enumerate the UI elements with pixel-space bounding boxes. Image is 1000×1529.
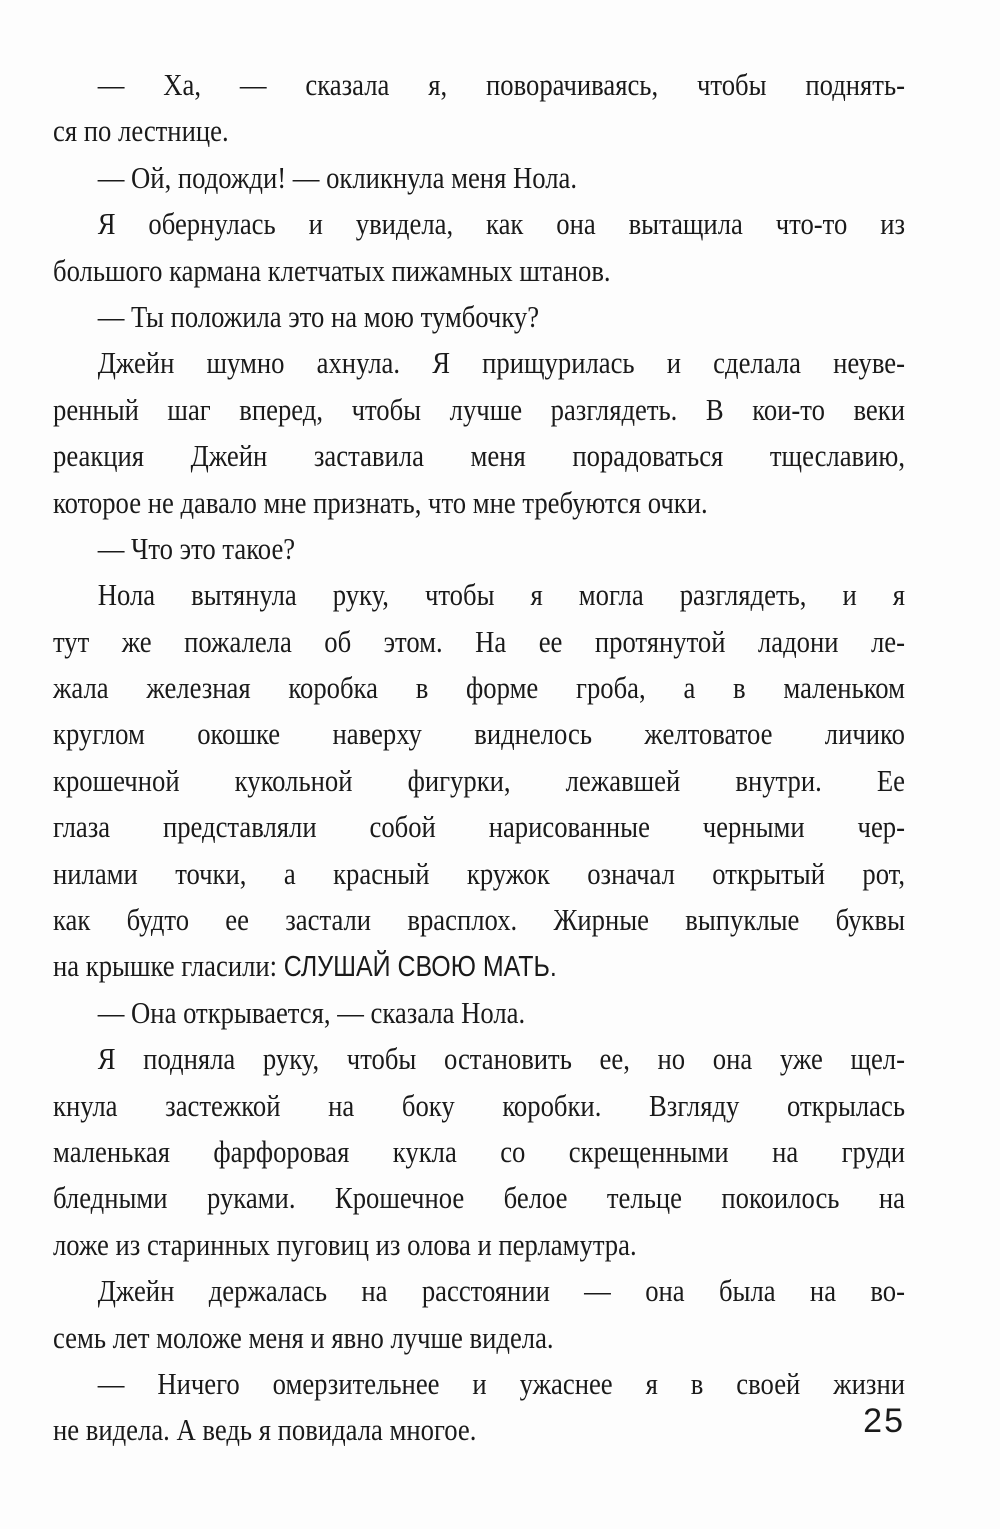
text-line: круглом окошке наверху виднелось желтоватое личико xyxy=(53,716,905,752)
page-text xyxy=(53,62,905,1454)
text-line: нилами точки, а красный кружок означал открытый рот, xyxy=(53,855,905,891)
text-line: — Ой, подожди! — окликнула меня Нола. xyxy=(97,159,578,195)
inscription-caps: СЛУШАЙ СВОЮ МАТЬ. xyxy=(283,951,557,984)
text-line: Нола вытянула руку, чтобы я могла разглядеть, и я xyxy=(97,577,905,613)
text-line xyxy=(53,943,905,989)
text-line: — Ха, — сказала я, поворачиваясь, чтобы поднять- xyxy=(97,67,905,102)
text-line: которое не давало мне признать, что мне требуются очки. xyxy=(53,484,708,520)
text-line: Я подняла руку, чтобы остановить ее, но она уже щел- xyxy=(97,1041,905,1077)
text-line: жала железная коробка в форме гроба, а в маленьком xyxy=(53,670,905,706)
text-line: глаза представляли собой нарисованные черными чер- xyxy=(53,809,905,845)
text-line: — Она открывается, — сказала Нола. xyxy=(97,994,526,1030)
text-line: — Ничего омерзительнее и ужаснее я в своей жизни xyxy=(97,1365,905,1401)
page-number: 25 xyxy=(863,1402,905,1440)
text-line: Джейн шумно ахнула. Я прищурилась и сделала неуве- xyxy=(97,345,905,381)
text-line: — Ты положила это на мою тумбочку? xyxy=(97,298,540,334)
text-line: ренный шаг вперед, чтобы лучше разглядеть. В кои-то веки xyxy=(53,391,905,427)
text-line: кнула застежкой на боку коробки. Взгляду открылась xyxy=(53,1087,905,1123)
text-line: маленькая фарфоровая кукла со скрещенными на груди xyxy=(53,1133,905,1169)
text-line: Я обернулась и увидела, как она вытащила что-то из xyxy=(97,206,905,242)
text-line: Джейн держалась на расстоянии — она была на во- xyxy=(97,1273,905,1309)
text-line: семь лет моложе меня и явно лучше видела. xyxy=(53,1319,554,1355)
text-line: ложе из старинных пуговиц из олова и перламутра. xyxy=(53,1226,637,1262)
text-line: не видела. А ведь я повидала многое. xyxy=(53,1412,477,1448)
text-line: большого кармана клетчатых пижамных штанов. xyxy=(53,252,611,288)
text-line: бледными руками. Крошечное белое тельце покоилось на xyxy=(53,1180,905,1216)
text-segment: на крышке гласили: xyxy=(53,948,284,984)
text-line: тут же пожалела об этом. На ее протянутой ладони ле- xyxy=(53,623,905,659)
text-line: — Что это такое? xyxy=(97,530,296,566)
text-line: ся по лестнице. xyxy=(53,113,229,149)
text-line: реакция Джейн заставила меня порадоваться тщеславию, xyxy=(53,438,905,474)
text-line: как будто ее застали врасплох. Жирные выпуклые буквы xyxy=(53,902,905,938)
text-line: крошечной кукольной фигурки, лежавшей внутри. Ее xyxy=(53,762,905,798)
